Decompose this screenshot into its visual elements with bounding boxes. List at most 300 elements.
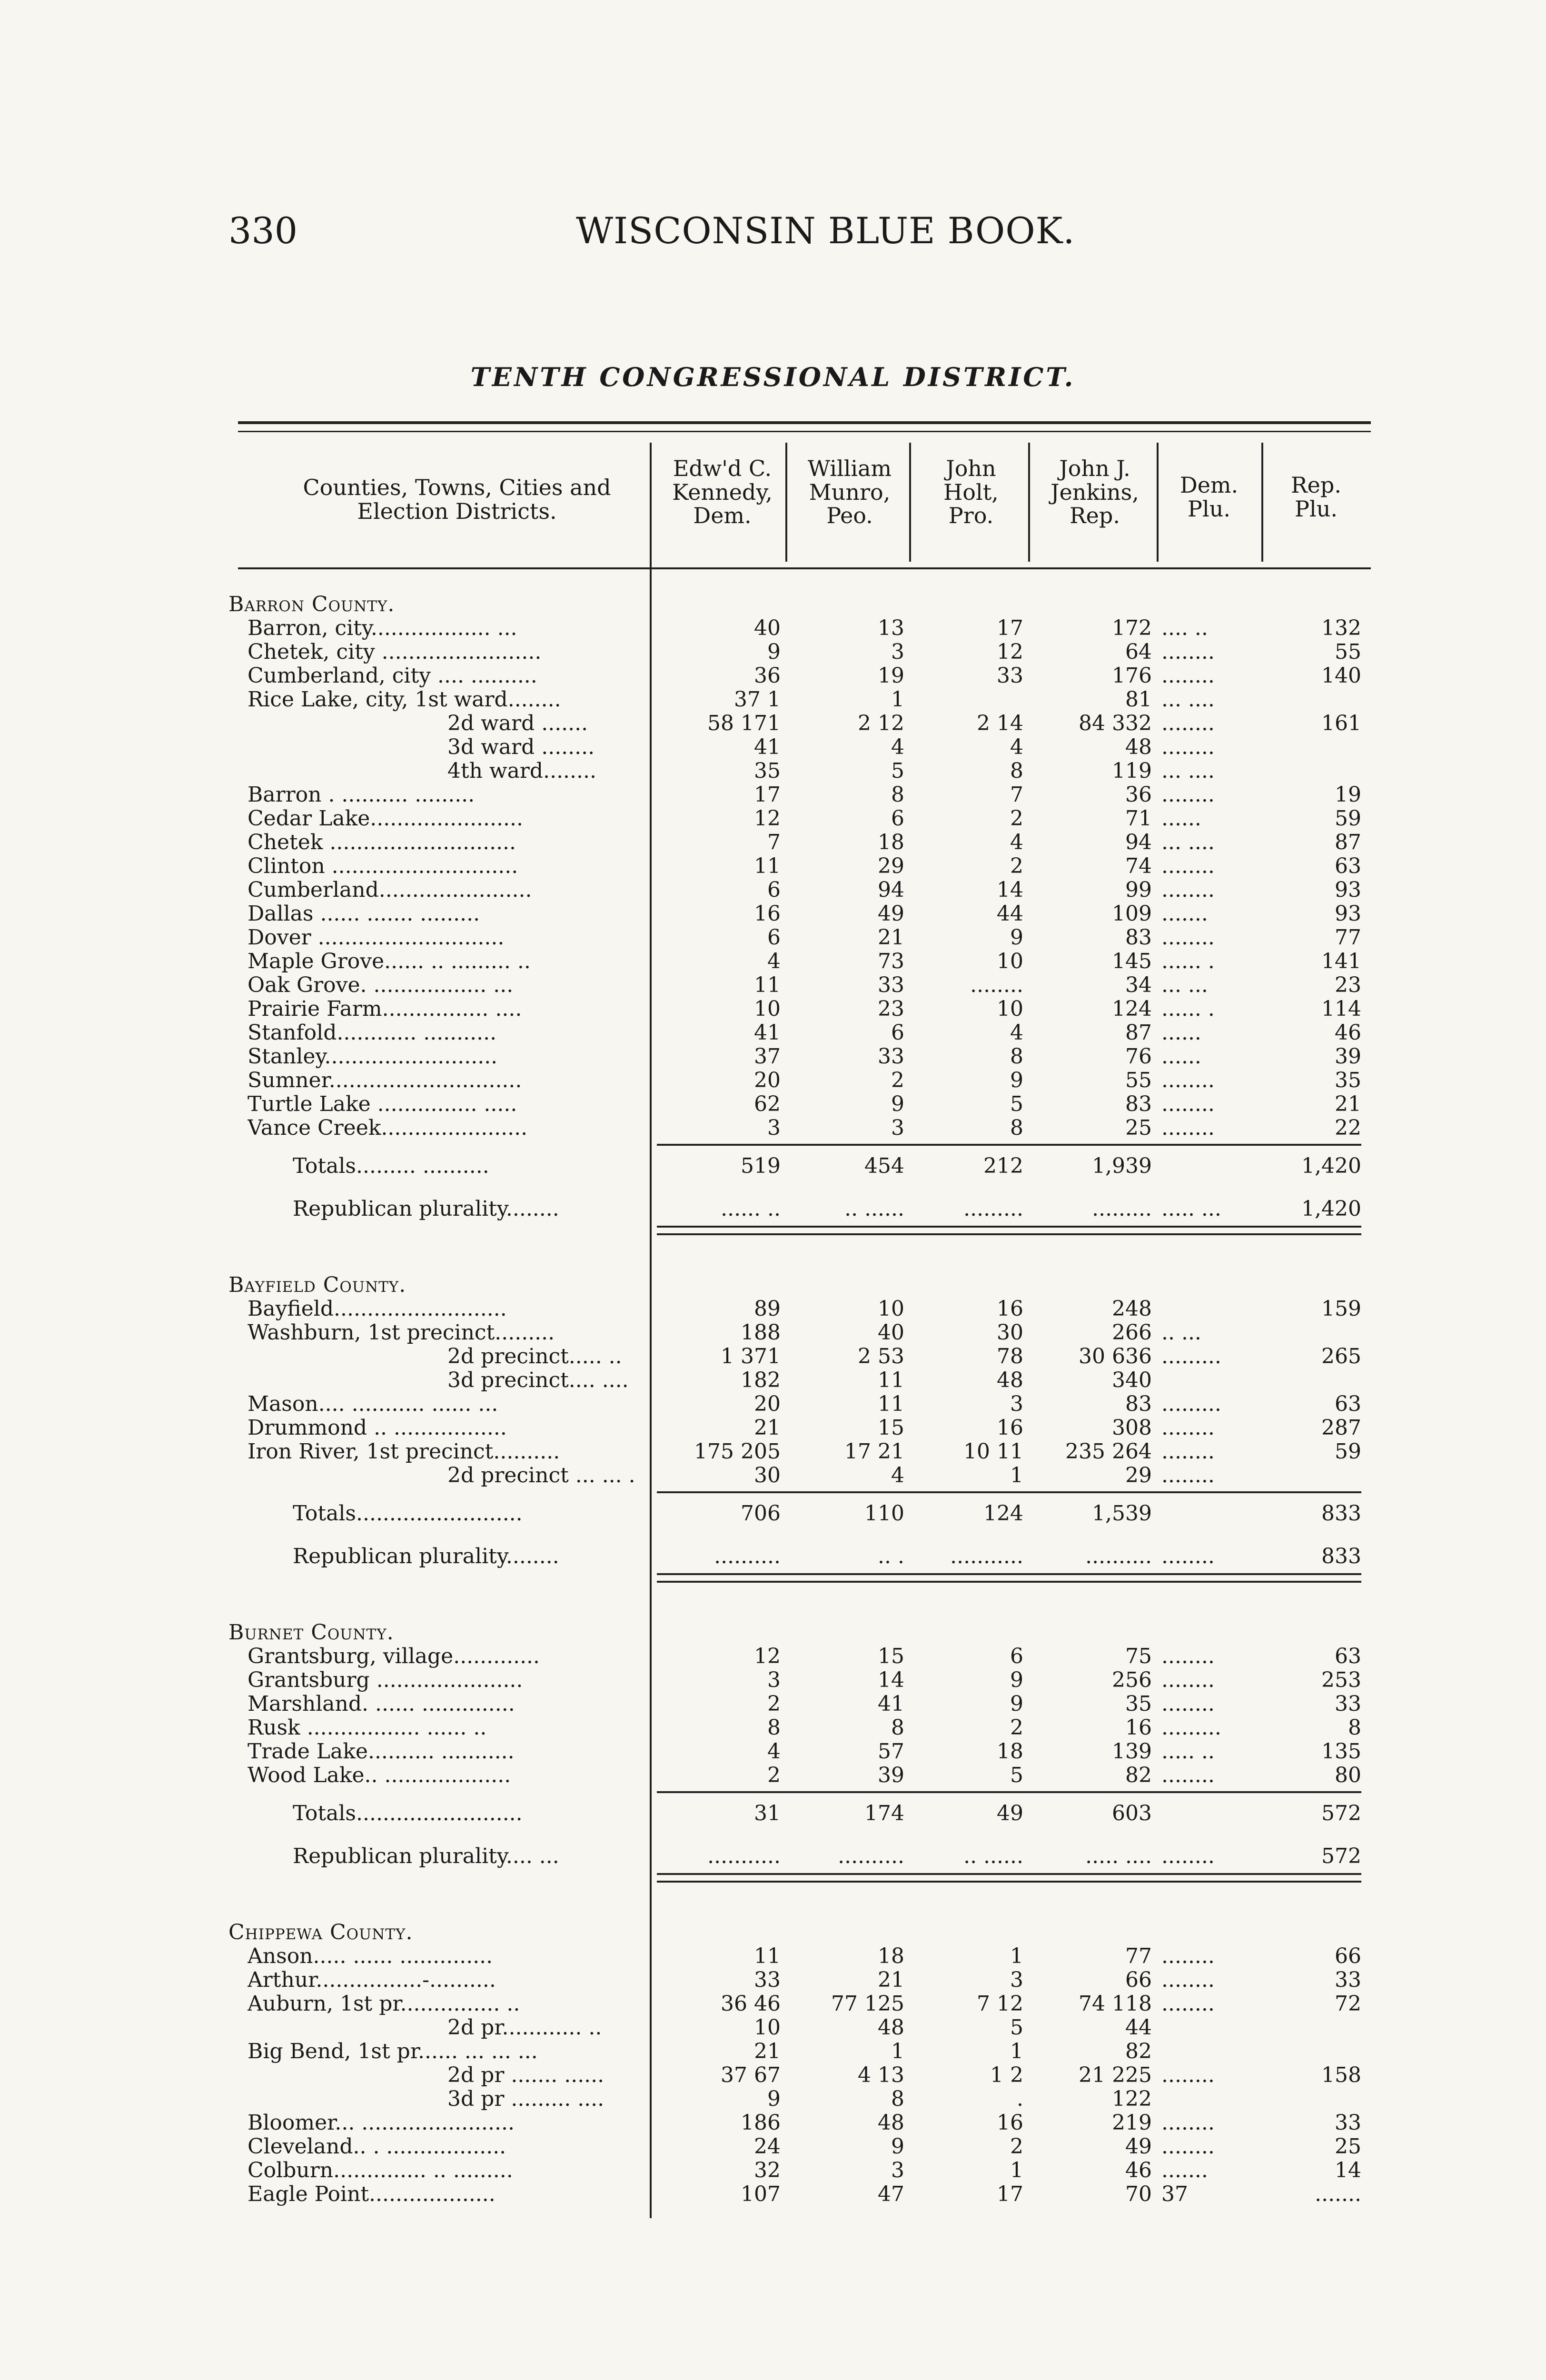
vote-cell: 93 bbox=[1335, 902, 1361, 926]
vote-cell: 21 bbox=[1335, 1092, 1361, 1116]
vote-cell: 36 46 bbox=[721, 1992, 781, 2016]
vote-cell: ........ bbox=[1161, 2134, 1215, 2159]
county-heading bbox=[0, 1273, 1546, 1297]
vote-cell: 1 bbox=[1010, 1944, 1023, 1968]
column-header-3 bbox=[914, 457, 1028, 552]
vote-cell: 21 bbox=[878, 1968, 904, 1992]
district-label: Chetek, city ........................ bbox=[248, 640, 542, 664]
vote-cell: 30 bbox=[997, 1320, 1023, 1345]
vote-cell: ..... .... bbox=[1085, 1844, 1152, 1868]
vote-cell: ........ bbox=[970, 973, 1023, 997]
vote-cell: 76 bbox=[1125, 1044, 1152, 1069]
vote-cell: 161 bbox=[1321, 711, 1361, 735]
vote-cell: 139 bbox=[1112, 1739, 1152, 1764]
vote-cell: 107 bbox=[741, 2182, 781, 2206]
vote-cell: 8 bbox=[1010, 1116, 1023, 1140]
vote-cell: 340 bbox=[1112, 1368, 1152, 1392]
vote-cell: 122 bbox=[1112, 2087, 1152, 2111]
column-divider-4 bbox=[1157, 443, 1159, 562]
column-divider-1 bbox=[785, 443, 787, 562]
vote-cell: 37 bbox=[754, 1044, 781, 1069]
table-row bbox=[0, 664, 1546, 688]
vote-cell: 73 bbox=[878, 949, 904, 973]
vote-cell: 33 bbox=[1335, 1692, 1361, 1716]
vote-cell: 454 bbox=[864, 1154, 904, 1178]
table-row bbox=[0, 1368, 1546, 1392]
district-label: Chetek ............................ bbox=[248, 831, 516, 854]
vote-cell: 6 bbox=[891, 806, 904, 831]
vote-cell: 12 bbox=[754, 806, 781, 831]
vote-cell: 248 bbox=[1112, 1297, 1152, 1321]
vote-cell: 14 bbox=[878, 1668, 904, 1692]
page-header bbox=[228, 209, 1075, 252]
vote-cell: 82 bbox=[1125, 1763, 1152, 1787]
vote-cell: 265 bbox=[1321, 1344, 1361, 1368]
column-header-line: Kennedy, bbox=[672, 479, 773, 505]
vote-cell: 35 bbox=[754, 759, 781, 783]
vote-cell: 59 bbox=[1335, 1439, 1361, 1464]
vote-cell: 99 bbox=[1125, 878, 1152, 902]
district-label: Oak Grove. ................. ... bbox=[248, 973, 514, 997]
vote-cell: 63 bbox=[1335, 854, 1361, 878]
vote-cell: 35 bbox=[1125, 1692, 1152, 1716]
vote-cell: ......... bbox=[1161, 1344, 1221, 1368]
column-header-line: Holt, bbox=[943, 479, 999, 505]
district-label: Totals......................... bbox=[293, 1502, 523, 1526]
vote-cell: 11 bbox=[754, 854, 781, 878]
vote-cell: 145 bbox=[1112, 949, 1152, 973]
district-label: Drummond .. ................. bbox=[248, 1416, 507, 1440]
district-label: 2d pr............ .. bbox=[447, 2016, 602, 2040]
table-row bbox=[0, 2063, 1546, 2087]
vote-cell: 5 bbox=[1010, 1092, 1023, 1116]
vote-cell: 1,939 bbox=[1092, 1154, 1152, 1178]
page-number: 330 bbox=[228, 209, 298, 252]
vote-cell: 2 bbox=[891, 1068, 904, 1092]
district-label: Iron River, 1st precinct.......... bbox=[248, 1440, 560, 1464]
vote-cell: 8 bbox=[891, 2087, 904, 2111]
vote-cell: 18 bbox=[878, 1944, 904, 1968]
vote-cell: ........ bbox=[1161, 1668, 1215, 1692]
table-row bbox=[0, 2087, 1546, 2111]
vote-cell: 58 171 bbox=[707, 711, 781, 735]
vote-cell: 16 bbox=[754, 902, 781, 926]
vote-cell: 7 12 bbox=[977, 1992, 1023, 2016]
table-row bbox=[0, 2159, 1546, 2182]
vote-cell: 5 bbox=[891, 759, 904, 783]
vote-cell: 175 205 bbox=[694, 1439, 781, 1464]
table-row bbox=[0, 759, 1546, 783]
table-row bbox=[0, 1345, 1546, 1368]
vote-cell: 77 125 bbox=[831, 1992, 904, 2016]
vote-cell: 16 bbox=[997, 2111, 1023, 2135]
vote-cell: 87 bbox=[1125, 1021, 1152, 1045]
table-row bbox=[0, 735, 1546, 759]
district-label: Rusk ................. ...... .. bbox=[248, 1716, 487, 1740]
vote-cell: 10 bbox=[754, 997, 781, 1021]
vote-cell: 1 371 bbox=[721, 1344, 781, 1368]
vote-cell: 219 bbox=[1112, 2111, 1152, 2135]
vote-cell: ........... bbox=[950, 1544, 1023, 1568]
column-header-line: Dem. bbox=[1179, 472, 1239, 498]
vote-cell: 135 bbox=[1321, 1739, 1361, 1764]
vote-cell: 33 bbox=[997, 664, 1023, 688]
vote-cell: 9 bbox=[891, 2134, 904, 2159]
column-header-0 bbox=[257, 476, 657, 571]
district-label: Grantsburg, village............. bbox=[248, 1645, 540, 1668]
vote-cell: 706 bbox=[741, 1501, 781, 1526]
row-separator bbox=[657, 1573, 1361, 1575]
vote-cell: 253 bbox=[1321, 1668, 1361, 1692]
vote-cell: 833 bbox=[1321, 1501, 1361, 1526]
vote-cell: 22 bbox=[1335, 1116, 1361, 1140]
table-row bbox=[0, 1464, 1546, 1488]
vote-cell: 39 bbox=[1335, 1044, 1361, 1069]
vote-cell: 23 bbox=[1335, 973, 1361, 997]
district-label: Turtle Lake ............... ..... bbox=[248, 1092, 517, 1116]
vote-cell: 14 bbox=[997, 878, 1023, 902]
county-name: Bayfield County. bbox=[228, 1273, 406, 1297]
vote-cell: 77 bbox=[1125, 1944, 1152, 1968]
vote-cell: 833 bbox=[1321, 1544, 1361, 1568]
vote-cell: ........ bbox=[1161, 1463, 1215, 1488]
vote-cell: 48 bbox=[997, 1368, 1023, 1392]
row-separator bbox=[657, 1791, 1361, 1793]
vote-cell: 14 bbox=[1335, 2158, 1361, 2182]
district-label: Big Bend, 1st pr...... ... ... ... bbox=[248, 2040, 538, 2063]
vote-cell: 64 bbox=[1125, 640, 1152, 664]
vote-cell: 9 bbox=[1010, 1668, 1023, 1692]
vote-cell: 37 bbox=[1161, 2182, 1188, 2206]
column-header-line: William bbox=[807, 456, 892, 481]
vote-cell: ..... .. bbox=[1161, 1739, 1215, 1764]
vote-cell: ........ bbox=[1161, 1644, 1215, 1668]
vote-cell: 186 bbox=[741, 2111, 781, 2135]
row-separator bbox=[657, 1581, 1361, 1583]
table-row bbox=[0, 1645, 1546, 1668]
vote-cell: 39 bbox=[878, 1763, 904, 1787]
vote-cell: 62 bbox=[754, 1092, 781, 1116]
vote-cell: ...... . bbox=[1161, 997, 1215, 1021]
vote-cell: 33 bbox=[1335, 2111, 1361, 2135]
vote-cell: 8 bbox=[1348, 1716, 1361, 1740]
column-header-line: Plu. bbox=[1188, 496, 1230, 522]
vote-cell: 19 bbox=[878, 664, 904, 688]
column-header-line: Munro, bbox=[809, 479, 891, 505]
vote-cell: ........ bbox=[1161, 2063, 1215, 2087]
vote-cell: 124 bbox=[1112, 997, 1152, 1021]
vote-cell: 2 bbox=[1010, 806, 1023, 831]
top-double-rule-a bbox=[238, 421, 1371, 424]
vote-cell: 63 bbox=[1335, 1644, 1361, 1668]
vote-cell: 182 bbox=[741, 1368, 781, 1392]
vote-cell: ... ... bbox=[1161, 973, 1208, 997]
district-label: Cumberland....................... bbox=[248, 878, 532, 902]
table-row bbox=[0, 950, 1546, 973]
table-row bbox=[0, 1416, 1546, 1440]
vote-cell: 572 bbox=[1321, 1801, 1361, 1825]
vote-cell: 41 bbox=[878, 1692, 904, 1716]
district-label: Marshland. ...... .............. bbox=[248, 1692, 515, 1716]
vote-cell: .... .. bbox=[1161, 616, 1208, 640]
vote-cell: 7 bbox=[767, 830, 781, 854]
vote-cell: 519 bbox=[741, 1154, 781, 1178]
table-row bbox=[0, 1069, 1546, 1092]
vote-cell: 29 bbox=[1125, 1463, 1152, 1488]
vote-cell: ......... bbox=[1161, 1392, 1221, 1416]
row-separator bbox=[657, 1226, 1361, 1228]
vote-cell: 33 bbox=[754, 1968, 781, 1992]
table-row bbox=[0, 1297, 1546, 1321]
district-label: Arthur................-.......... bbox=[248, 1968, 496, 1992]
vote-cell: 7 bbox=[1010, 783, 1023, 807]
vote-cell: 2 bbox=[767, 1692, 781, 1716]
district-label: Stanley.......................... bbox=[248, 1045, 498, 1069]
vote-cell: 3 bbox=[1010, 1968, 1023, 1992]
vote-cell: ...... . bbox=[1161, 949, 1215, 973]
vote-cell: ........ bbox=[1161, 1439, 1215, 1464]
vote-cell: 9 bbox=[767, 640, 781, 664]
vote-cell: 35 bbox=[1335, 1068, 1361, 1092]
vote-cell: 36 bbox=[1125, 783, 1152, 807]
table-row bbox=[0, 1440, 1546, 1464]
vote-cell: 4 bbox=[767, 949, 781, 973]
vote-cell: 8 bbox=[767, 1716, 781, 1740]
vote-cell: 1,420 bbox=[1301, 1154, 1361, 1178]
vote-cell: 172 bbox=[1112, 616, 1152, 640]
column-divider-5 bbox=[1261, 443, 1263, 562]
district-label: Clinton ............................ bbox=[248, 854, 518, 878]
district-label: 2d precinct ... ... . bbox=[447, 1464, 635, 1488]
column-header-line: Rep. bbox=[1070, 503, 1120, 529]
district-label: 2d pr ....... ...... bbox=[447, 2063, 605, 2087]
vote-cell: ........ bbox=[1161, 1992, 1215, 2016]
vote-cell: 3 bbox=[767, 1116, 781, 1140]
county-name: Burnet County. bbox=[228, 1621, 394, 1645]
vote-cell: 12 bbox=[754, 1644, 781, 1668]
vote-cell: 66 bbox=[1125, 1968, 1152, 1992]
column-divider-2 bbox=[909, 443, 911, 562]
district-label: Grantsburg ...................... bbox=[248, 1668, 523, 1692]
vote-cell: ... .... bbox=[1161, 759, 1215, 783]
vote-cell: 1 bbox=[1010, 2039, 1023, 2063]
vote-cell: 140 bbox=[1321, 664, 1361, 688]
district-label: Cumberland, city .... .......... bbox=[248, 664, 537, 688]
vote-cell: 4 bbox=[767, 1739, 781, 1764]
vote-cell: 188 bbox=[741, 1320, 781, 1345]
district-label: 3d ward ........ bbox=[447, 735, 595, 759]
vote-cell: ........ bbox=[1161, 1968, 1215, 1992]
vote-cell: 2 bbox=[1010, 2134, 1023, 2159]
vote-cell: 15 bbox=[878, 1416, 904, 1440]
vote-cell: ......... bbox=[1161, 1716, 1221, 1740]
vote-cell: 84 332 bbox=[1079, 711, 1152, 735]
vote-cell: 6 bbox=[767, 878, 781, 902]
vote-cell: 63 bbox=[1335, 1392, 1361, 1416]
vote-cell: 2 53 bbox=[858, 1344, 904, 1368]
vote-cell: ........... bbox=[707, 1844, 781, 1868]
column-header-line: Edw'd C. bbox=[673, 456, 772, 481]
district-label: Prairie Farm................ .... bbox=[248, 997, 522, 1021]
vote-cell: 34 bbox=[1125, 973, 1152, 997]
table-row bbox=[0, 831, 1546, 854]
vote-cell: 74 bbox=[1125, 854, 1152, 878]
vote-cell: 603 bbox=[1112, 1801, 1152, 1825]
county-heading bbox=[0, 1921, 1546, 1944]
vote-cell: 37 1 bbox=[734, 687, 781, 712]
table-row bbox=[0, 1968, 1546, 1992]
table-row bbox=[0, 973, 1546, 997]
vote-cell: 17 bbox=[754, 783, 781, 807]
district-label: Wood Lake.. ................... bbox=[248, 1764, 511, 1787]
vote-cell: 11 bbox=[878, 1392, 904, 1416]
vote-cell: 21 bbox=[878, 925, 904, 950]
table-row bbox=[0, 1021, 1546, 1045]
district-title: TENTH CONGRESSIONAL DISTRICT. bbox=[470, 362, 1076, 392]
district-label: Barron, city.................. ... bbox=[248, 616, 517, 640]
vote-cell: ...... bbox=[1161, 1044, 1201, 1069]
vote-cell: ........ bbox=[1161, 878, 1215, 902]
vote-cell: 48 bbox=[878, 2111, 904, 2135]
table-row bbox=[0, 997, 1546, 1021]
vote-cell: 8 bbox=[1010, 759, 1023, 783]
vote-cell: 78 bbox=[997, 1344, 1023, 1368]
vote-cell: ........ bbox=[1161, 783, 1215, 807]
vote-cell: 5 bbox=[1010, 2015, 1023, 2040]
vote-cell: 5 bbox=[1010, 1763, 1023, 1787]
table-row bbox=[0, 783, 1546, 807]
district-label: Republican plurality........ bbox=[293, 1545, 559, 1568]
district-label: Barron . .......... ......... bbox=[248, 783, 475, 807]
district-label: Republican plurality........ bbox=[293, 1197, 559, 1221]
vote-cell: 17 bbox=[997, 616, 1023, 640]
county-name: Chippewa County. bbox=[228, 1921, 413, 1944]
column-header-line: Counties, Towns, Cities and bbox=[303, 475, 611, 500]
vote-cell: 25 bbox=[1335, 2134, 1361, 2159]
column-header-line: Peo. bbox=[826, 503, 873, 529]
vote-cell: 36 bbox=[754, 664, 781, 688]
column-header-1 bbox=[657, 457, 788, 552]
vote-cell: ........ bbox=[1161, 640, 1215, 664]
vote-cell: .. ...... bbox=[844, 1197, 904, 1221]
vote-cell: 87 bbox=[1335, 830, 1361, 854]
vote-cell: 18 bbox=[997, 1739, 1023, 1764]
table-row bbox=[0, 1092, 1546, 1116]
vote-cell: 44 bbox=[1125, 2015, 1152, 2040]
vote-cell: ........ bbox=[1161, 1092, 1215, 1116]
vote-cell: 72 bbox=[1335, 1992, 1361, 2016]
column-header-5 bbox=[1161, 474, 1257, 569]
vote-cell: 40 bbox=[754, 616, 781, 640]
vote-cell: 11 bbox=[754, 1944, 781, 1968]
vote-cell: 2 bbox=[1010, 1716, 1023, 1740]
table-row bbox=[0, 2016, 1546, 2040]
vote-cell: 21 bbox=[754, 1416, 781, 1440]
row-separator bbox=[657, 1144, 1361, 1146]
vote-cell: ...... bbox=[1161, 806, 1201, 831]
table-row bbox=[0, 1716, 1546, 1740]
vote-cell: 4 bbox=[1010, 830, 1023, 854]
district-label: Bayfield.......................... bbox=[248, 1297, 507, 1321]
vote-cell: 46 bbox=[1335, 1021, 1361, 1045]
district-label: 3d pr ......... .... bbox=[447, 2087, 605, 2111]
totals-row bbox=[0, 1154, 1546, 1178]
vote-cell: 37 67 bbox=[721, 2063, 781, 2087]
vote-cell: 33 bbox=[878, 973, 904, 997]
vote-cell: 49 bbox=[878, 902, 904, 926]
vote-cell: .......... bbox=[1085, 1544, 1152, 1568]
district-label: Republican plurality.... ... bbox=[293, 1844, 559, 1868]
vote-cell: ........ bbox=[1161, 735, 1215, 759]
vote-cell: 109 bbox=[1112, 902, 1152, 926]
table-row bbox=[0, 807, 1546, 831]
vote-cell: 287 bbox=[1321, 1416, 1361, 1440]
vote-cell: 1 bbox=[891, 2039, 904, 2063]
vote-cell: 15 bbox=[878, 1644, 904, 1668]
district-label: 4th ward........ bbox=[447, 759, 596, 783]
vote-cell: ...... .. bbox=[721, 1197, 781, 1221]
vote-cell: 235 264 bbox=[1065, 1439, 1152, 1464]
vote-cell: 20 bbox=[754, 1392, 781, 1416]
vote-cell: 2 12 bbox=[858, 711, 904, 735]
district-label: Sumner............................. bbox=[248, 1069, 522, 1092]
vote-cell: 2 14 bbox=[977, 711, 1023, 735]
vote-cell: ........ bbox=[1161, 711, 1215, 735]
vote-cell: 10 bbox=[878, 1297, 904, 1321]
column-header-6 bbox=[1266, 474, 1366, 569]
table-row bbox=[0, 2111, 1546, 2135]
vote-cell: 174 bbox=[864, 1801, 904, 1825]
table-row bbox=[0, 1321, 1546, 1345]
vote-cell: 44 bbox=[997, 902, 1023, 926]
column-header-4 bbox=[1033, 457, 1157, 552]
vote-cell: 12 bbox=[997, 640, 1023, 664]
district-label: Vance Creek...................... bbox=[248, 1116, 528, 1140]
vote-cell: ...... bbox=[1161, 1021, 1201, 1045]
vote-cell: 1,420 bbox=[1301, 1197, 1361, 1221]
table-row bbox=[0, 1045, 1546, 1069]
vote-cell: 66 bbox=[1335, 1944, 1361, 1968]
district-label: Stanfold............ ........... bbox=[248, 1021, 497, 1045]
vote-cell: 256 bbox=[1112, 1668, 1152, 1692]
vote-cell: 158 bbox=[1321, 2063, 1361, 2087]
vote-cell: 10 bbox=[997, 949, 1023, 973]
vote-cell: 9 bbox=[767, 2087, 781, 2111]
vote-cell: ... .... bbox=[1161, 687, 1215, 712]
vote-cell: ........ bbox=[1161, 2111, 1215, 2135]
vote-cell: 21 225 bbox=[1079, 2063, 1152, 2087]
vote-cell: 10 bbox=[997, 997, 1023, 1021]
table-row bbox=[0, 2182, 1546, 2206]
vote-cell: ........ bbox=[1161, 1544, 1215, 1568]
column-header-2 bbox=[790, 457, 909, 552]
vote-cell: 4 13 bbox=[858, 2063, 904, 2087]
column-header-line: Dem. bbox=[693, 503, 752, 529]
vote-cell: ........ bbox=[1161, 854, 1215, 878]
table-row bbox=[0, 854, 1546, 878]
vote-cell: 6 bbox=[1010, 1644, 1023, 1668]
district-label: Rice Lake, city, 1st ward........ bbox=[248, 688, 561, 712]
vote-cell: ......... bbox=[1092, 1197, 1152, 1221]
table-row bbox=[0, 1764, 1546, 1787]
vote-cell: 31 bbox=[754, 1801, 781, 1825]
vote-cell: ........ bbox=[1161, 1763, 1215, 1787]
vote-cell: 114 bbox=[1321, 997, 1361, 1021]
vote-cell: 141 bbox=[1321, 949, 1361, 973]
vote-cell: . bbox=[1017, 2087, 1023, 2111]
district-label: Colburn.............. .. ......... bbox=[248, 2159, 513, 2182]
vote-cell: 1 bbox=[1010, 2158, 1023, 2182]
